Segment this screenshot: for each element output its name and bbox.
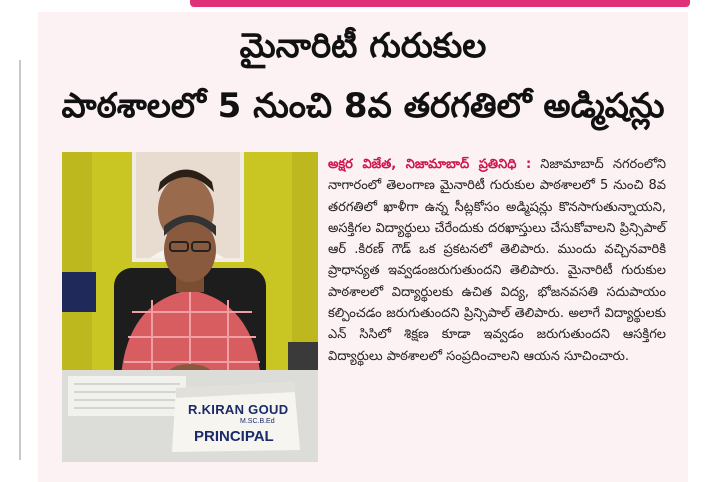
nameplate-title: PRINCIPAL — [194, 428, 274, 445]
headline-line-2: పాఠశాలలో 5 నుంచి 8వ తరగతిలో అడ్మిషన్లు — [61, 86, 665, 126]
article-text: నిజామాబాద్ నగరంలోని నాగారంలో తెలంగాణ మైనారిటీ గురుకుల పాఠశాలలో 5 నుంచి 8వ తరగతిలో ఖాళీగా ఉన్న సీట్లకోసం అడ్మిషన్లు కొనసాగుతున్నాయని, అసక్తిగల విద్యార్థులు చేరేందుకు దరఖాస్తులు చేసుకోవాలని ప్రిన్సిపాల్ ఆర్ .కిరణ్ గౌడ్ ఒక ప్రకటనలో తెలిపారు. ముందు వచ్చినవారికి ప్రాధాన్యత ఇవ్వడంజరుగుతుందని తెలిపారు. మైనారిటీ గురుకుల పాఠశాలలో విద్యార్థులకు ఉచిత విద్య, భోజనవసతి సదుపాయం కల్పించడం జరుగుతుందని ప్రిన్సిపాల్ తెలిపారు. అలాగే విద్యార్థులకు ఎన్ సిసిలో శిక్షణ కూడా ఇవ్వడం జరుగుతుందని ఆసక్తిగల విద్యార్థులు పాఠశాలలో సంప్రదించాలని ఆయన సూచించారు. — [328, 157, 667, 364]
top-accent-strip — [190, 0, 690, 7]
principal-photo — [62, 152, 318, 462]
article-body — [328, 154, 666, 367]
headline-line-1: మైనారిటీ గురుకుల — [239, 26, 487, 66]
page-divider — [19, 60, 21, 460]
nameplate-degree: M.SC.B.Ed — [240, 418, 275, 425]
byline: అక్షర విజేత, నిజామాబాద్ ప్రతినిధి : — [328, 157, 532, 172]
nameplate-name: R.KIRAN GOUD — [188, 402, 289, 417]
